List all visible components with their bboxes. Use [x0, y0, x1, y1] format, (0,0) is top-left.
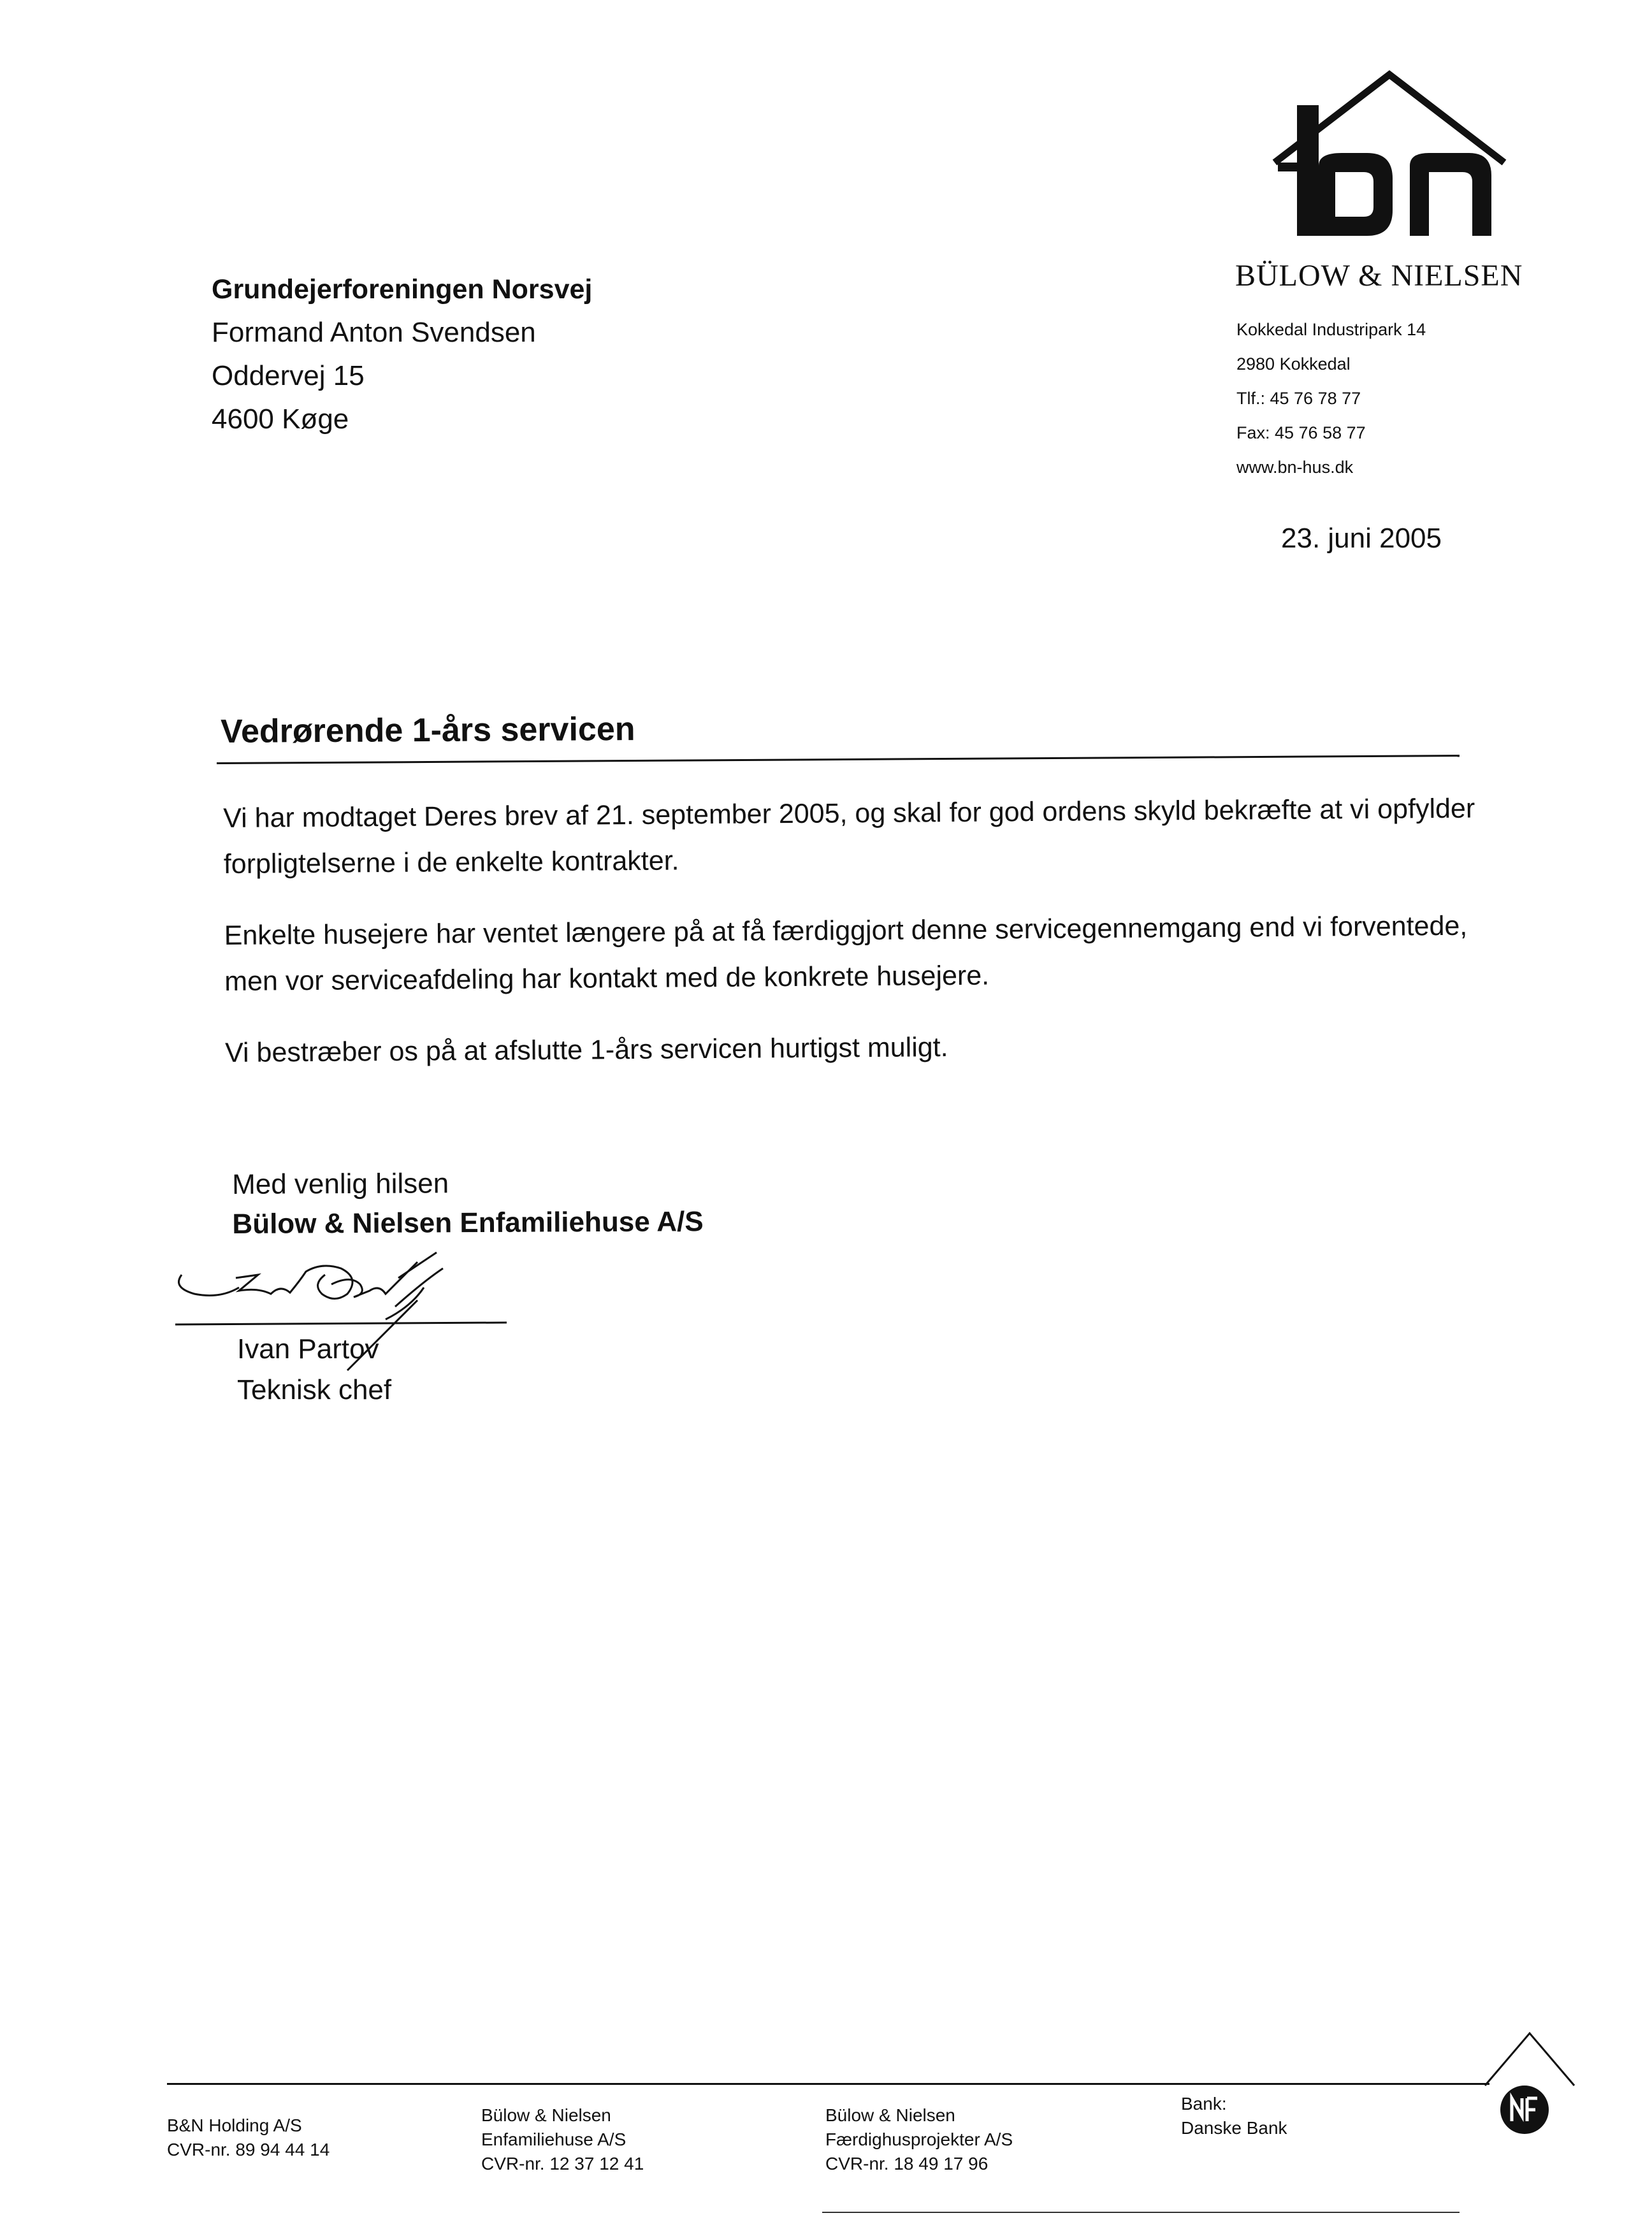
letter-subject: Vedrørende 1-års servicen	[221, 711, 635, 750]
address-city: 2980 Kokkedal	[1236, 354, 1351, 374]
logo-n	[1410, 153, 1491, 236]
footer-text: Danske Bank	[1181, 2118, 1287, 2138]
sender-address	[1236, 312, 1426, 484]
footer-text: Enfamiliehuse A/S	[481, 2129, 627, 2149]
logo-b-bowl	[1319, 153, 1393, 236]
body-paragraph: Vi har modtaget Deres brev af 21. september 2005, og skal for god ordens skyld bekræfte at vi opfylder forpligtelserne i de enkelte kontrakter.	[223, 793, 1475, 880]
recipient-line: Formand Anton Svendsen	[212, 317, 536, 348]
letter-date: 23. juni 2005	[1281, 523, 1442, 554]
body-paragraph: Vi bestræber os på at afslutte 1-års servicen hurtigst muligt.	[224, 1032, 948, 1068]
address-website: www.bn-hus.dk	[1236, 458, 1354, 477]
address-fax: Fax: 45 76 58 77	[1236, 423, 1366, 442]
footer-text: CVR-nr. 89 94 44 14	[167, 2140, 330, 2159]
signer-name: Ivan Partov	[237, 1333, 379, 1365]
letter-body	[223, 785, 1488, 1101]
recipient-block	[212, 268, 592, 441]
footer-text: CVR-nr. 12 37 12 41	[481, 2154, 644, 2173]
bottom-edge-line	[822, 2212, 1460, 2213]
footer-divider	[167, 2083, 1489, 2085]
footer-column-bank	[1181, 2092, 1287, 2140]
footer-text: Bank:	[1181, 2094, 1227, 2114]
closing-company: Bülow & Nielsen Enfamiliehuse A/S	[232, 1206, 704, 1240]
address-phone: Tlf.: 45 76 78 77	[1236, 389, 1361, 408]
recipient-line: 4600 Køge	[212, 403, 349, 435]
footer-text: Bülow & Nielsen	[825, 2105, 955, 2125]
signer-block	[237, 1329, 391, 1411]
footer-column-enfamiliehuse	[481, 2103, 644, 2176]
footer-text: Færdighusprojekter A/S	[825, 2129, 1013, 2149]
body-paragraph: Enkelte husejere har ventet længere på at få færdiggjort denne servicegennemgang end vi forventede, men vor serviceafdeling har kontakt med de konkrete husejere.	[224, 910, 1468, 997]
company-name: BÜLOW & NIELSEN	[1235, 259, 1523, 293]
footer-text: Bülow & Nielsen	[481, 2105, 611, 2125]
address-street: Kokkedal Industripark 14	[1236, 320, 1426, 339]
closing-greeting: Med venlig hilsen	[232, 1168, 449, 1200]
footer-column-faerdighus	[825, 2103, 1013, 2176]
closing-block	[232, 1163, 704, 1244]
signer-title: Teknisk chef	[237, 1374, 392, 1405]
footer-roof-icon	[1479, 2027, 1581, 2091]
footer-text: CVR-nr. 18 49 17 96	[825, 2154, 989, 2173]
logo-b-serif	[1278, 163, 1303, 171]
footer-text: B&N Holding A/S	[167, 2115, 302, 2135]
recipient-organization: Grundejerforeningen Norsvej	[212, 274, 593, 305]
recipient-line: Oddervej 15	[212, 360, 365, 391]
subject-underline	[217, 755, 1460, 764]
bn-logo	[1262, 67, 1517, 245]
nf-badge-icon	[1499, 2084, 1550, 2135]
footer-column-holding	[167, 2114, 330, 2162]
